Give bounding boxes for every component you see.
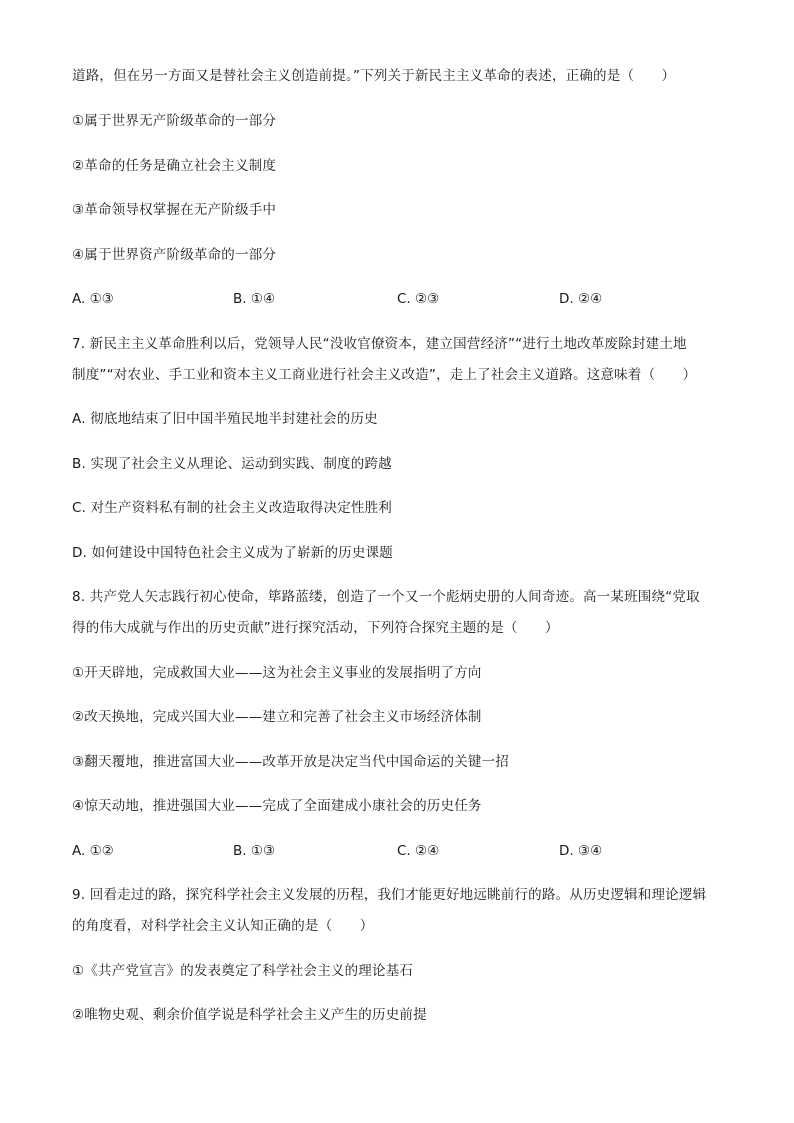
q6-option-d: D. ②④: [559, 291, 603, 307]
q7-option-a: A. 彻底地结束了旧中国半殖民地半封建社会的历史: [72, 411, 378, 427]
q6-option-a: A. ①③: [72, 291, 114, 307]
q6-options: [72, 289, 732, 309]
q8-option-d: D. ③④: [559, 843, 603, 859]
q8-item-1: ①开天辟地，完成救国大业——这为社会主义事业的发展指明了方向: [72, 665, 482, 681]
q6-stem: 道路，但在另一方面又是替社会主义创造前提。”下列关于新民主主义革命的表述，正确的是（ ）: [72, 68, 676, 84]
q8-item-3: ③翻天覆地，推进富国大业——改革开放是决定当代中国命运的关键一招: [72, 754, 510, 770]
q7-option-c: C. 对生产资料私有制的社会主义改造取得决定性胜利: [72, 500, 393, 516]
q8-stem-line-2: 得的伟大成就与作出的历史贡献”进行探究活动，下列符合探究主题的是（ ）: [72, 620, 559, 636]
q8-options: [72, 841, 732, 861]
q6-item-2: ②革命的任务是确立社会主义制度: [72, 158, 277, 174]
q7-option-d: D. 如何建设中国特色社会主义成为了崭新的历史课题: [72, 545, 393, 561]
q8-item-2: ②改天换地，完成兴国大业——建立和完善了社会主义市场经济体制: [72, 709, 482, 725]
q8-stem-line-1: 8. 共产党人矢志践行初心使命，筚路蓝缕，创造了一个又一个彪炳史册的人间奇迹。高一某班围绕“党取: [72, 589, 700, 605]
q8-item-4: ④惊天动地，推进强国大业——完成了全面建成小康社会的历史任务: [72, 798, 482, 814]
q6-item-1: ①属于世界无产阶级革命的一部分: [72, 113, 277, 129]
q6-item-3: ③革命领导权掌握在无产阶级手中: [72, 202, 277, 218]
q8-option-c: C. ②④: [397, 843, 440, 859]
q9-item-2: ②唯物史观、剩余价值学说是科学社会主义产生的历史前提: [72, 1007, 427, 1023]
q6-option-c: C. ②③: [397, 291, 440, 307]
q9-stem-line-1: 9. 回看走过的路，探究科学社会主义发展的历程，我们才能更好地远眺前行的路。从历史逻辑和理论逻辑: [72, 887, 707, 903]
q6-item-4: ④属于世界资产阶级革命的一部分: [72, 247, 277, 263]
q8-option-a: A. ①②: [72, 843, 114, 859]
q9-item-1: ①《共产党宣言》的发表奠定了科学社会主义的理论基石: [72, 963, 414, 979]
q7-stem-line-2: 制度”“对农业、手工业和资本主义工商业进行社会主义改造”，走上了社会主义道路。这意味着（ ）: [72, 367, 697, 383]
q7-option-b: B. 实现了社会主义从理论、运动到实践、制度的跨越: [72, 456, 392, 472]
q8-option-b: B. ①③: [233, 843, 276, 859]
q9-stem-line-2: 的角度看，对科学社会主义认知正确的是（ ）: [72, 918, 374, 934]
q6-option-b: B. ①④: [233, 291, 276, 307]
q7-stem-line-1: 7. 新民主主义革命胜利以后，党领导人民“没收官僚资本，建立国营经济”“进行土地改革废除封建土地: [72, 336, 687, 352]
